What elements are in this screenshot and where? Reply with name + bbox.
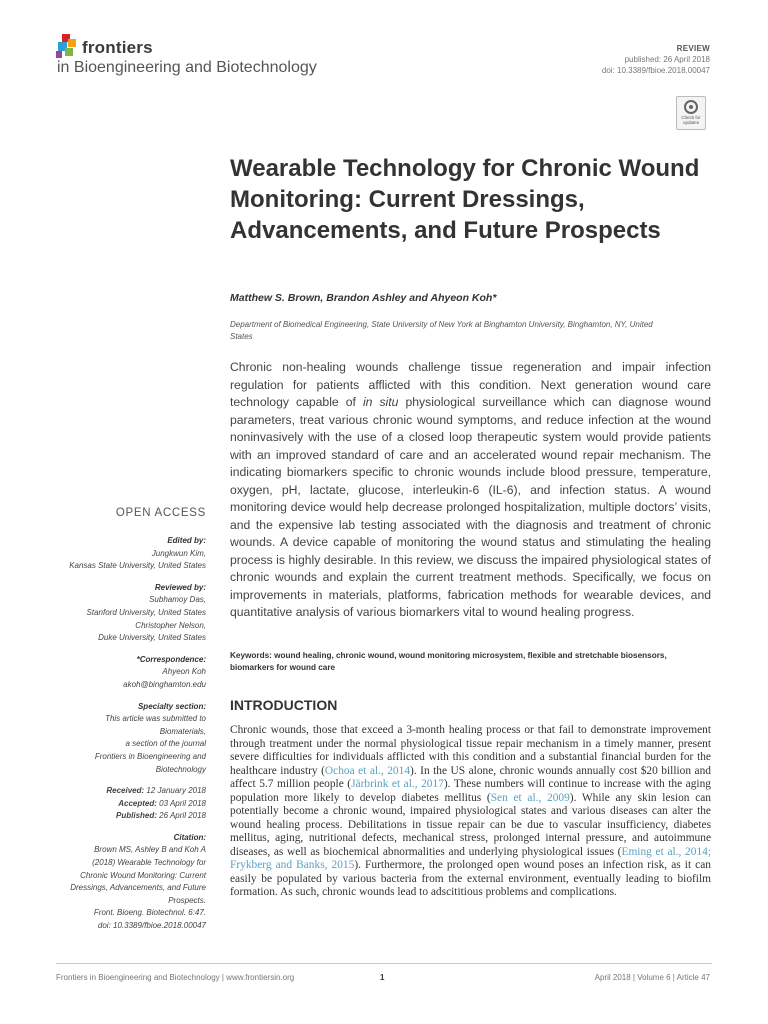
reviewer-name[interactable]: Subhamoy Das,: [149, 595, 206, 605]
correspondence-label: *Correspondence:: [136, 654, 206, 664]
dates-section: [26, 785, 206, 823]
specialty-line: This article was submitted to: [105, 714, 206, 724]
citation-link[interactable]: Ochoa et al., 2014: [324, 764, 411, 777]
corresponding-author: Ahyeon Koh: [162, 667, 206, 677]
author-list[interactable]: Matthew S. Brown, Brandon Ashley and Ahyeon Koh*: [230, 292, 497, 304]
intro-text: ). Furthermore, the prolonged open wound poses an infection risk, as it can easily be populated by various bacteria from the external environment, eventually leading to biofilm formation. As such, chronic wounds lead to adscititious problems and complications.: [230, 859, 711, 898]
citation-section: [26, 832, 206, 933]
accepted-date: [26, 798, 206, 811]
citation-link[interactable]: Sen et al., 2009: [490, 791, 570, 804]
article-info-sidebar: [26, 535, 206, 942]
specialty-section: [26, 701, 206, 777]
citation-line: Chronic Wound Monitoring: Current: [80, 870, 206, 880]
reviewed-by-section: [26, 582, 206, 645]
citation-doi-link[interactable]: doi: 10.3389/fbioe.2018.00047: [97, 921, 206, 931]
citation-label: Citation:: [173, 832, 206, 842]
intro-paragraph: [230, 724, 711, 900]
reviewed-by-label: Reviewed by:: [154, 582, 206, 592]
received-value: 12 January 2018: [146, 786, 206, 796]
accepted-value: 03 April 2018: [159, 798, 206, 808]
published-value: 26 April 2018: [159, 811, 206, 821]
logo-square-green: [65, 48, 73, 56]
edited-by-section: [26, 535, 206, 573]
specialty-line: Biomaterials,: [159, 726, 206, 736]
published-label: Published:: [116, 811, 157, 821]
abstract-text: physiological surveillance which can diagnose wound parameters, treat various chronic wound symptoms, and reduce infection at the wound noninvasively with the use of a closed loop therapeutic system would provide patients with an improved standard of care and an accelerated wound repair mechanism. The indicating biomarkers specific to chronic wounds include blood pressure, temperature, oxygen, pH, lactate, glucose, interleukin-6 (IL-6), and infection status. A wound monitoring device would help decrease prolonged hospitalization, multiple doctors’ visits, and the expensive lab testing associated with the diagnosis and treatment of chronic wounds. A device capable of monitoring the wound status and stimulating the healing process is highly desirable. In this review, we discuss the impaired physiological states of chronic wounds and explain the current treatment methods. Specifically, we focus on improvements in materials, platforms, fabrication methods for wearable devices, and quantitative analysis of various biomarkers vital to wound healing progress.: [230, 395, 711, 619]
crossmark-icon: [684, 100, 698, 114]
citation-line: Front. Bioeng. Biotechnol. 6:47.: [93, 908, 206, 918]
footer-journal: Frontiers in Bioengineering and Biotechnology | www.frontiersin.org: [56, 973, 295, 982]
open-access-label: OPEN ACCESS: [115, 507, 206, 519]
footer-issue: April 2018 | Volume 6 | Article 47: [594, 973, 710, 982]
article-title: Wearable Technology for Chronic Wound Monitoring: Current Dressings, Advancements, and Future Prospects: [230, 155, 700, 244]
intro-text: ). These numbers will continue to increase with the aging population more likely to develop diabetes mellitus (: [230, 778, 711, 804]
frontiers-logo-icon: [56, 34, 78, 60]
intro-text: Chronic wounds, those that exceed a 3-month healing process or that fail to demonstrate improvement through treatment under the normal physiological tissue repair mechanism in a timely manner, present severe difficulties for individuals afflicted with this condition and a substantial financial burden for the healthcare industry (: [230, 724, 711, 777]
page-number: 1: [380, 973, 385, 982]
reviewer-affiliation: Stanford University, United States: [86, 607, 206, 617]
check-for-updates-button[interactable]: [676, 96, 706, 130]
journal-name: in Bioengineering and Biotechnology: [57, 59, 317, 76]
footer-divider: [56, 963, 712, 964]
citation-link[interactable]: Eming et al., 2014; Frykberg and Banks, 2015: [230, 845, 712, 871]
received-date: [26, 785, 206, 798]
article-type: REVIEW: [676, 44, 710, 53]
section-heading: INTRODUCTION: [230, 697, 338, 713]
abstract: [230, 359, 711, 622]
citation-line: Brown MS, Ashley B and Koh A: [94, 845, 206, 855]
specialty-line: Biotechnology: [155, 764, 206, 774]
published-date: published: 26 April 2018: [624, 55, 710, 64]
brand-name: frontiers: [82, 38, 153, 57]
correspondence-section: [26, 654, 206, 692]
abstract-italic: in situ: [362, 395, 399, 409]
check-updates-label: Check for updates: [681, 115, 701, 125]
received-label: Received:: [106, 786, 145, 796]
edited-by-label: Edited by:: [167, 536, 206, 545]
specialty-line: Frontiers in Bioengineering and: [94, 751, 206, 761]
keywords: Keywords: wound healing, chronic wound, wound monitoring microsystem, flexible and stretchable biosensors, biomarkers for wound care: [230, 651, 667, 672]
citation-line: Dressings, Advancements, and Future: [70, 883, 206, 893]
intro-text: ). While any skin lesion can potentially become a chronic wound, impaired physiological states and various diseases can alter the wound healing process. Debilitations in tissue repair can be due to vascular insufficiency, diabetes mellitus, aging, nutritional defects, mechanical stress, prolonged internal pressure, and autoimmune diseases, as well as biochemical abnormalities and underlying physiological issues (: [230, 791, 712, 858]
citation-line: Prospects.: [168, 895, 206, 905]
affiliation: Department of Biomedical Engineering, State University of New York at Binghamton University, Binghamton, NY, United States: [230, 320, 653, 341]
reviewer-affiliation: Duke University, United States: [98, 633, 206, 643]
accepted-label: Accepted:: [118, 798, 157, 808]
citation-line: (2018) Wearable Technology for: [92, 858, 206, 868]
specialty-line: a section of the journal: [125, 739, 206, 749]
abstract-text: Chronic non-healing wounds challenge tissue regeneration and impair infection regulation for patients afflicted with this condition. Next generation wound care technology capable of: [230, 360, 711, 409]
specialty-label: Specialty section:: [137, 701, 206, 711]
logo-square-purple: [56, 51, 62, 58]
corresponding-email-link[interactable]: akoh@binghamton.edu: [123, 679, 206, 689]
doi-link[interactable]: doi: 10.3389/fbioe.2018.00047: [601, 66, 710, 75]
logo-square-orange: [68, 39, 76, 47]
citation-link[interactable]: Järbrink et al., 2017: [351, 778, 444, 790]
reviewer-name[interactable]: Christopher Nelson,: [135, 620, 206, 630]
published-date-sidebar: [26, 810, 206, 823]
editor-affiliation: Kansas State University, United States: [69, 561, 206, 571]
editor-name[interactable]: Jungkwun Kim,: [151, 548, 206, 558]
intro-text: ). In the US alone, chronic wounds annually cost $20 billion and affect 5.7 million people (: [230, 764, 711, 790]
